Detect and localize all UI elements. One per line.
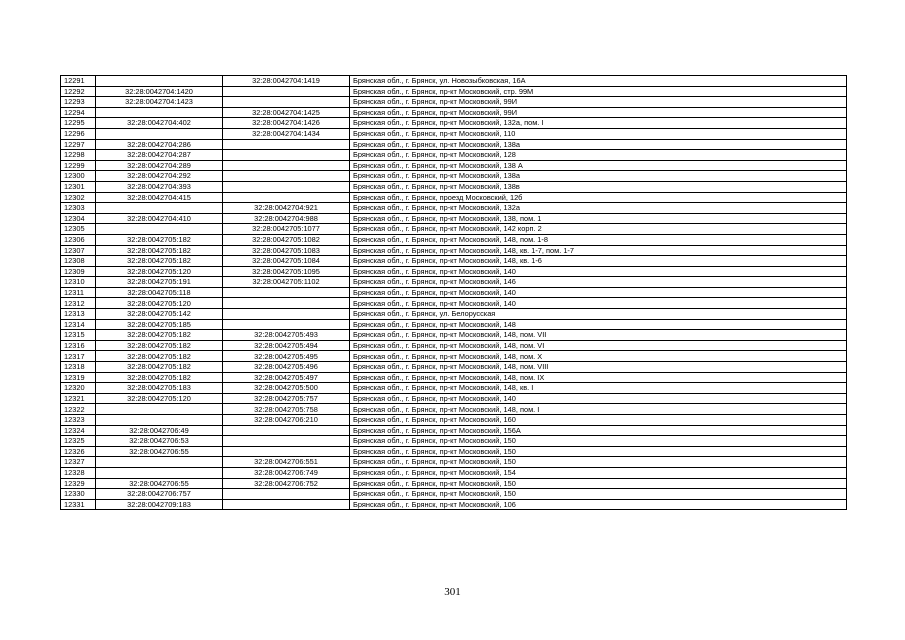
row-number-cell: 12329 (61, 478, 96, 489)
object-cadastral-number-cell (223, 192, 350, 203)
table-row (61, 489, 847, 500)
address-cell: Брянская обл., г. Брянск, ул. Новозыбковская, 16А (350, 76, 847, 87)
address-cell: Брянская обл., г. Брянск, пр-кт Московский, 150 (350, 436, 847, 447)
cadastral-number-cell: 32:28:0042705:182 (96, 245, 223, 256)
address-cell: Брянская обл., г. Брянск, пр-кт Московский, 148, кв. I (350, 383, 847, 394)
object-cadastral-number-cell: 32:28:0042704:921 (223, 203, 350, 214)
row-number-cell: 12293 (61, 97, 96, 108)
object-cadastral-number-cell: 32:28:0042704:988 (223, 213, 350, 224)
cadastral-number-cell (96, 415, 223, 426)
object-cadastral-number-cell (223, 97, 350, 108)
cadastral-number-cell (96, 457, 223, 468)
cadastral-number-cell: 32:28:0042709:183 (96, 499, 223, 510)
address-cell: Брянская обл., г. Брянск, пр-кт Московский, 148, пом. I (350, 404, 847, 415)
table-row (61, 436, 847, 447)
cadastral-number-cell: 32:28:0042705:182 (96, 351, 223, 362)
row-number-cell: 12321 (61, 393, 96, 404)
cadastral-number-cell: 32:28:0042705:182 (96, 256, 223, 267)
address-cell: Брянская обл., г. Брянск, пр-кт Московский, 150 (350, 478, 847, 489)
object-cadastral-number-cell: 32:28:0042705:1077 (223, 224, 350, 235)
row-number-cell: 12292 (61, 86, 96, 97)
cadastral-number-cell (96, 76, 223, 87)
table-row (61, 393, 847, 404)
address-cell: Брянская обл., г. Брянск, пр-кт Московский, 148, пом. VI (350, 340, 847, 351)
address-cell: Брянская обл., г. Брянск, пр-кт Московский, 150 (350, 446, 847, 457)
table-row (61, 362, 847, 373)
row-number-cell: 12323 (61, 415, 96, 426)
row-number-cell: 12330 (61, 489, 96, 500)
registry-table (60, 75, 847, 510)
row-number-cell: 12310 (61, 277, 96, 288)
row-number-cell: 12325 (61, 436, 96, 447)
row-number-cell: 12327 (61, 457, 96, 468)
cadastral-number-cell: 32:28:0042704:410 (96, 213, 223, 224)
cadastral-number-cell: 32:28:0042705:182 (96, 234, 223, 245)
cadastral-number-cell: 32:28:0042705:182 (96, 340, 223, 351)
row-number-cell: 12294 (61, 107, 96, 118)
object-cadastral-number-cell: 32:28:0042705:1102 (223, 277, 350, 288)
table-row (61, 266, 847, 277)
address-cell: Брянская обл., г. Брянск, пр-кт Московский, 132а, пом. I (350, 118, 847, 129)
address-cell: Брянская обл., г. Брянск, пр-кт Московский, 110 (350, 128, 847, 139)
table-row (61, 415, 847, 426)
table-row (61, 118, 847, 129)
table-row (61, 351, 847, 362)
table-row (61, 478, 847, 489)
table-row (61, 499, 847, 510)
table-row (61, 383, 847, 394)
cadastral-number-cell: 32:28:0042705:182 (96, 372, 223, 383)
object-cadastral-number-cell (223, 425, 350, 436)
address-cell: Брянская обл., г. Брянск, пр-кт Московский, 148, пом. VIII (350, 362, 847, 373)
cadastral-number-cell: 32:28:0042704:415 (96, 192, 223, 203)
table-row (61, 340, 847, 351)
table-row (61, 139, 847, 150)
cadastral-number-cell: 32:28:0042706:55 (96, 446, 223, 457)
cadastral-number-cell (96, 224, 223, 235)
cadastral-number-cell (96, 107, 223, 118)
row-number-cell: 12295 (61, 118, 96, 129)
row-number-cell: 12291 (61, 76, 96, 87)
row-number-cell: 12311 (61, 287, 96, 298)
object-cadastral-number-cell: 32:28:0042704:1426 (223, 118, 350, 129)
cadastral-number-cell: 32:28:0042705:185 (96, 319, 223, 330)
object-cadastral-number-cell: 32:28:0042706:752 (223, 478, 350, 489)
object-cadastral-number-cell: 32:28:0042706:749 (223, 467, 350, 478)
row-number-cell: 12326 (61, 446, 96, 457)
cadastral-number-cell: 32:28:0042706:55 (96, 478, 223, 489)
cadastral-number-cell: 32:28:0042706:757 (96, 489, 223, 500)
address-cell: Брянская обл., г. Брянск, пр-кт Московский, 140 (350, 393, 847, 404)
row-number-cell: 12297 (61, 139, 96, 150)
row-number-cell: 12299 (61, 160, 96, 171)
cadastral-number-cell: 32:28:0042705:118 (96, 287, 223, 298)
address-cell: Брянская обл., г. Брянск, пр-кт Московский, 160 (350, 415, 847, 426)
table-row (61, 86, 847, 97)
table-row (61, 224, 847, 235)
object-cadastral-number-cell (223, 436, 350, 447)
table-row (61, 76, 847, 87)
address-cell: Брянская обл., г. Брянск, пр-кт Московский, стр. 99М (350, 86, 847, 97)
address-cell: Брянская обл., г. Брянск, пр-кт Московский, 150 (350, 489, 847, 500)
row-number-cell: 12314 (61, 319, 96, 330)
object-cadastral-number-cell: 32:28:0042704:1419 (223, 76, 350, 87)
table-row (61, 467, 847, 478)
cadastral-number-cell: 32:28:0042704:286 (96, 139, 223, 150)
address-cell: Брянская обл., г. Брянск, проезд Московский, 12б (350, 192, 847, 203)
cadastral-number-cell: 32:28:0042704:292 (96, 171, 223, 182)
address-cell: Брянская обл., г. Брянск, пр-кт Московский, 99И (350, 107, 847, 118)
table-row (61, 160, 847, 171)
address-cell: Брянская обл., г. Брянск, пр-кт Московский, 148, кв. 1-6 (350, 256, 847, 267)
object-cadastral-number-cell (223, 160, 350, 171)
object-cadastral-number-cell: 32:28:0042705:758 (223, 404, 350, 415)
address-cell: Брянская обл., г. Брянск, пр-кт Московский, 128 (350, 150, 847, 161)
row-number-cell: 12307 (61, 245, 96, 256)
cadastral-number-cell (96, 404, 223, 415)
table-row (61, 97, 847, 108)
cadastral-number-cell: 32:28:0042704:289 (96, 160, 223, 171)
cadastral-number-cell: 32:28:0042704:393 (96, 181, 223, 192)
object-cadastral-number-cell: 32:28:0042705:493 (223, 330, 350, 341)
row-number-cell: 12308 (61, 256, 96, 267)
row-number-cell: 12300 (61, 171, 96, 182)
address-cell: Брянская обл., г. Брянск, пр-кт Московский, 106 (350, 499, 847, 510)
table-row (61, 128, 847, 139)
table-row (61, 372, 847, 383)
row-number-cell: 12304 (61, 213, 96, 224)
object-cadastral-number-cell (223, 298, 350, 309)
row-number-cell: 12319 (61, 372, 96, 383)
object-cadastral-number-cell: 32:28:0042705:497 (223, 372, 350, 383)
object-cadastral-number-cell: 32:28:0042705:1095 (223, 266, 350, 277)
row-number-cell: 12328 (61, 467, 96, 478)
cadastral-number-cell: 32:28:0042706:49 (96, 425, 223, 436)
cadastral-number-cell: 32:28:0042705:142 (96, 309, 223, 320)
cadastral-number-cell: 32:28:0042705:183 (96, 383, 223, 394)
object-cadastral-number-cell (223, 319, 350, 330)
address-cell: Брянская обл., г. Брянск, пр-кт Московский, 138а (350, 171, 847, 182)
table-row (61, 277, 847, 288)
address-cell: Брянская обл., г. Брянск, пр-кт Московский, 138, пом. 1 (350, 213, 847, 224)
address-cell: Брянская обл., г. Брянск, пр-кт Московский, 156А (350, 425, 847, 436)
object-cadastral-number-cell (223, 139, 350, 150)
cadastral-number-cell (96, 128, 223, 139)
address-cell: Брянская обл., г. Брянск, пр-кт Московский, 148, пом. X (350, 351, 847, 362)
table-row (61, 287, 847, 298)
address-cell: Брянская обл., г. Брянск, пр-кт Московский, 138в (350, 181, 847, 192)
table-row (61, 309, 847, 320)
table-row (61, 256, 847, 267)
object-cadastral-number-cell: 32:28:0042705:495 (223, 351, 350, 362)
address-cell: Брянская обл., г. Брянск, пр-кт Московский, 138а (350, 139, 847, 150)
address-cell: Брянская обл., г. Брянск, пр-кт Московский, 146 (350, 277, 847, 288)
table-row (61, 203, 847, 214)
row-number-cell: 12331 (61, 499, 96, 510)
row-number-cell: 12302 (61, 192, 96, 203)
object-cadastral-number-cell: 32:28:0042705:1084 (223, 256, 350, 267)
cadastral-number-cell: 32:28:0042705:191 (96, 277, 223, 288)
address-cell: Брянская обл., г. Брянск, пр-кт Московский, 154 (350, 467, 847, 478)
page-number: 301 (444, 586, 461, 598)
address-cell: Брянская обл., г. Брянск, пр-кт Московский, 142 корп. 2 (350, 224, 847, 235)
table-row (61, 213, 847, 224)
row-number-cell: 12298 (61, 150, 96, 161)
address-cell: Брянская обл., г. Брянск, пр-кт Московский, 138 А (350, 160, 847, 171)
object-cadastral-number-cell (223, 171, 350, 182)
address-cell: Брянская обл., г. Брянск, пр-кт Московский, 132а (350, 203, 847, 214)
object-cadastral-number-cell (223, 150, 350, 161)
row-number-cell: 12315 (61, 330, 96, 341)
address-cell: Брянская обл., г. Брянск, ул. Белорусская (350, 309, 847, 320)
row-number-cell: 12296 (61, 128, 96, 139)
object-cadastral-number-cell: 32:28:0042706:551 (223, 457, 350, 468)
table-row (61, 192, 847, 203)
address-cell: Брянская обл., г. Брянск, пр-кт Московский, 148, пом. 1-8 (350, 234, 847, 245)
row-number-cell: 12322 (61, 404, 96, 415)
row-number-cell: 12306 (61, 234, 96, 245)
table-row (61, 234, 847, 245)
object-cadastral-number-cell (223, 287, 350, 298)
row-number-cell: 12301 (61, 181, 96, 192)
row-number-cell: 12318 (61, 362, 96, 373)
object-cadastral-number-cell: 32:28:0042705:757 (223, 393, 350, 404)
table-row (61, 457, 847, 468)
cadastral-number-cell: 32:28:0042706:53 (96, 436, 223, 447)
table-row (61, 298, 847, 309)
cadastral-number-cell (96, 203, 223, 214)
address-cell: Брянская обл., г. Брянск, пр-кт Московский, 148 (350, 319, 847, 330)
object-cadastral-number-cell (223, 309, 350, 320)
table-row (61, 446, 847, 457)
row-number-cell: 12309 (61, 266, 96, 277)
table-row (61, 425, 847, 436)
object-cadastral-number-cell (223, 181, 350, 192)
cadastral-number-cell: 32:28:0042704:1420 (96, 86, 223, 97)
object-cadastral-number-cell (223, 489, 350, 500)
table-row (61, 404, 847, 415)
cadastral-number-cell: 32:28:0042705:120 (96, 298, 223, 309)
table-row (61, 107, 847, 118)
cadastral-number-cell: 32:28:0042705:120 (96, 266, 223, 277)
table-row (61, 330, 847, 341)
object-cadastral-number-cell: 32:28:0042705:494 (223, 340, 350, 351)
registry-table-body (61, 76, 847, 510)
row-number-cell: 12324 (61, 425, 96, 436)
address-cell: Брянская обл., г. Брянск, пр-кт Московский, 140 (350, 298, 847, 309)
row-number-cell: 12312 (61, 298, 96, 309)
address-cell: Брянская обл., г. Брянск, пр-кт Московский, 99И (350, 97, 847, 108)
object-cadastral-number-cell: 32:28:0042704:1434 (223, 128, 350, 139)
address-cell: Брянская обл., г. Брянск, пр-кт Московский, 148, пом. IX (350, 372, 847, 383)
object-cadastral-number-cell: 32:28:0042704:1425 (223, 107, 350, 118)
object-cadastral-number-cell (223, 86, 350, 97)
row-number-cell: 12303 (61, 203, 96, 214)
address-cell: Брянская обл., г. Брянск, пр-кт Московский, 140 (350, 266, 847, 277)
table-row (61, 245, 847, 256)
object-cadastral-number-cell (223, 499, 350, 510)
address-cell: Брянская обл., г. Брянск, пр-кт Московский, 148, кв. 1-7, пом. 1-7 (350, 245, 847, 256)
row-number-cell: 12320 (61, 383, 96, 394)
object-cadastral-number-cell: 32:28:0042705:1083 (223, 245, 350, 256)
table-row (61, 171, 847, 182)
row-number-cell: 12313 (61, 309, 96, 320)
cadastral-number-cell: 32:28:0042704:402 (96, 118, 223, 129)
row-number-cell: 12317 (61, 351, 96, 362)
table-row (61, 319, 847, 330)
object-cadastral-number-cell: 32:28:0042705:1082 (223, 234, 350, 245)
cadastral-number-cell: 32:28:0042704:1423 (96, 97, 223, 108)
address-cell: Брянская обл., г. Брянск, пр-кт Московский, 140 (350, 287, 847, 298)
cadastral-number-cell: 32:28:0042704:287 (96, 150, 223, 161)
object-cadastral-number-cell: 32:28:0042706:210 (223, 415, 350, 426)
cadastral-number-cell (96, 467, 223, 478)
row-number-cell: 12305 (61, 224, 96, 235)
cadastral-number-cell: 32:28:0042705:182 (96, 362, 223, 373)
address-cell: Брянская обл., г. Брянск, пр-кт Московский, 150 (350, 457, 847, 468)
address-cell: Брянская обл., г. Брянск, пр-кт Московский, 148, пом. VII (350, 330, 847, 341)
object-cadastral-number-cell: 32:28:0042705:496 (223, 362, 350, 373)
object-cadastral-number-cell (223, 446, 350, 457)
table-row (61, 150, 847, 161)
table-row (61, 181, 847, 192)
object-cadastral-number-cell: 32:28:0042705:500 (223, 383, 350, 394)
cadastral-number-cell: 32:28:0042705:120 (96, 393, 223, 404)
cadastral-number-cell: 32:28:0042705:182 (96, 330, 223, 341)
row-number-cell: 12316 (61, 340, 96, 351)
